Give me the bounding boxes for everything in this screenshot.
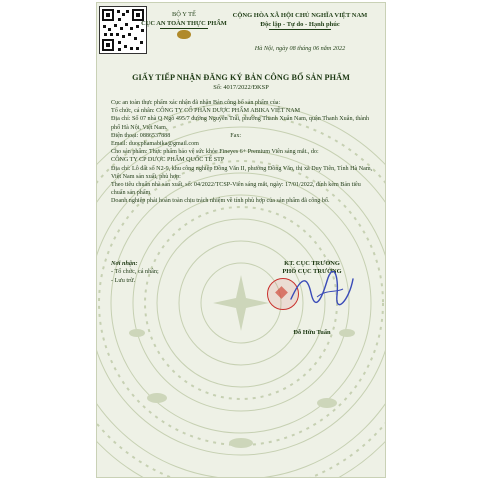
product: Cho sản phẩm: Thực phẩm bảo vệ sức khỏe Fineyes 6+ Premium Viên sáng mắt., do: <box>111 149 319 156</box>
document-body <box>111 99 375 206</box>
national-header <box>217 12 383 30</box>
recipient-item: - Lưu trữ. <box>111 276 136 284</box>
divider <box>269 29 331 30</box>
organization-address: Địa chỉ: Số 07 nhà Q Ngõ 495/7 đường Nguyễn Trãi, phường Thanh Xuân Nam, quận Thanh Xuân, thành phố Hà Nội, Việt Nam. <box>111 116 370 131</box>
manufacturer: CÔNG TY CP DƯỢC PHẨM QUỐC TẾ STP <box>111 157 225 164</box>
handwritten-signature <box>287 271 357 307</box>
recipient-item: - Tổ chức, cá nhân; <box>111 268 159 276</box>
department-name: CỤC AN TOÀN THỰC PHẨM <box>141 19 227 27</box>
ministry-name: BỘ Y TẾ <box>172 11 196 18</box>
organization: Tổ chức, cá nhân: CÔNG TY CỔ PHẦN DƯỢC PHẨM ABIKA VIỆT NAM <box>111 108 301 115</box>
signer-title: KT. CỤC TRƯỞNG <box>284 260 340 267</box>
issuing-authority <box>141 11 227 40</box>
national-motto: Độc lập - Tự do - Hạnh phúc <box>260 20 340 28</box>
department-logo <box>177 30 191 39</box>
document-number: Số: 4017/2022/ĐKSP <box>213 84 269 91</box>
recipients <box>111 260 221 285</box>
signer-position: PHÓ CỤC TRƯỞNG <box>282 268 342 276</box>
manufacturer-address: Địa chỉ: Lô đất số N2-9, khu công nghiệp Đồng Văn II, phường Đồng Văn, thị xã Duy Tiên, Tỉnh Hà Nam, Việt Nam sản xuất, phù hợp: <box>111 165 373 180</box>
responsibility: Doanh nghiệp phải hoàn toàn chịu trách nhiệm về tính phù hợp của sản phẩm đã công bố. <box>111 198 330 205</box>
phone: Điện thoại: 0886537888 <box>111 132 171 139</box>
qr-code <box>99 6 147 54</box>
nation-name: CỘNG HÒA XÃ HỘI CHỦ NGHĨA VIỆT NAM <box>232 12 368 19</box>
intro-text: Cục an toàn thực phẩm xác nhận đã nhận Bản công bố sản phẩm của: <box>111 100 281 106</box>
email: Email: duocphamabika@gmail.com <box>111 141 199 148</box>
document-page <box>96 2 386 478</box>
divider <box>160 28 208 29</box>
document-title: GIẤY TIẾP NHẬN ĐĂNG KÝ BẢN CÔNG BỐ SẢN PHẨM <box>132 73 350 82</box>
fax: Fax: <box>230 132 242 139</box>
standard: Theo tiêu chuẩn nhà sản xuất, số: 04/2022/TCSP-Viên sáng mắt, ngày: 17/01/2022, đính kèm Bản tiêu chuẩn sản phẩm <box>111 182 361 197</box>
signer-name: Đỗ Hữu Tuấn <box>293 329 331 336</box>
recipients-heading: Nơi nhận: <box>111 260 138 267</box>
issue-date: Hà Nội, ngày 08 tháng 06 năm 2022 <box>254 45 346 52</box>
contact-row <box>111 132 375 140</box>
